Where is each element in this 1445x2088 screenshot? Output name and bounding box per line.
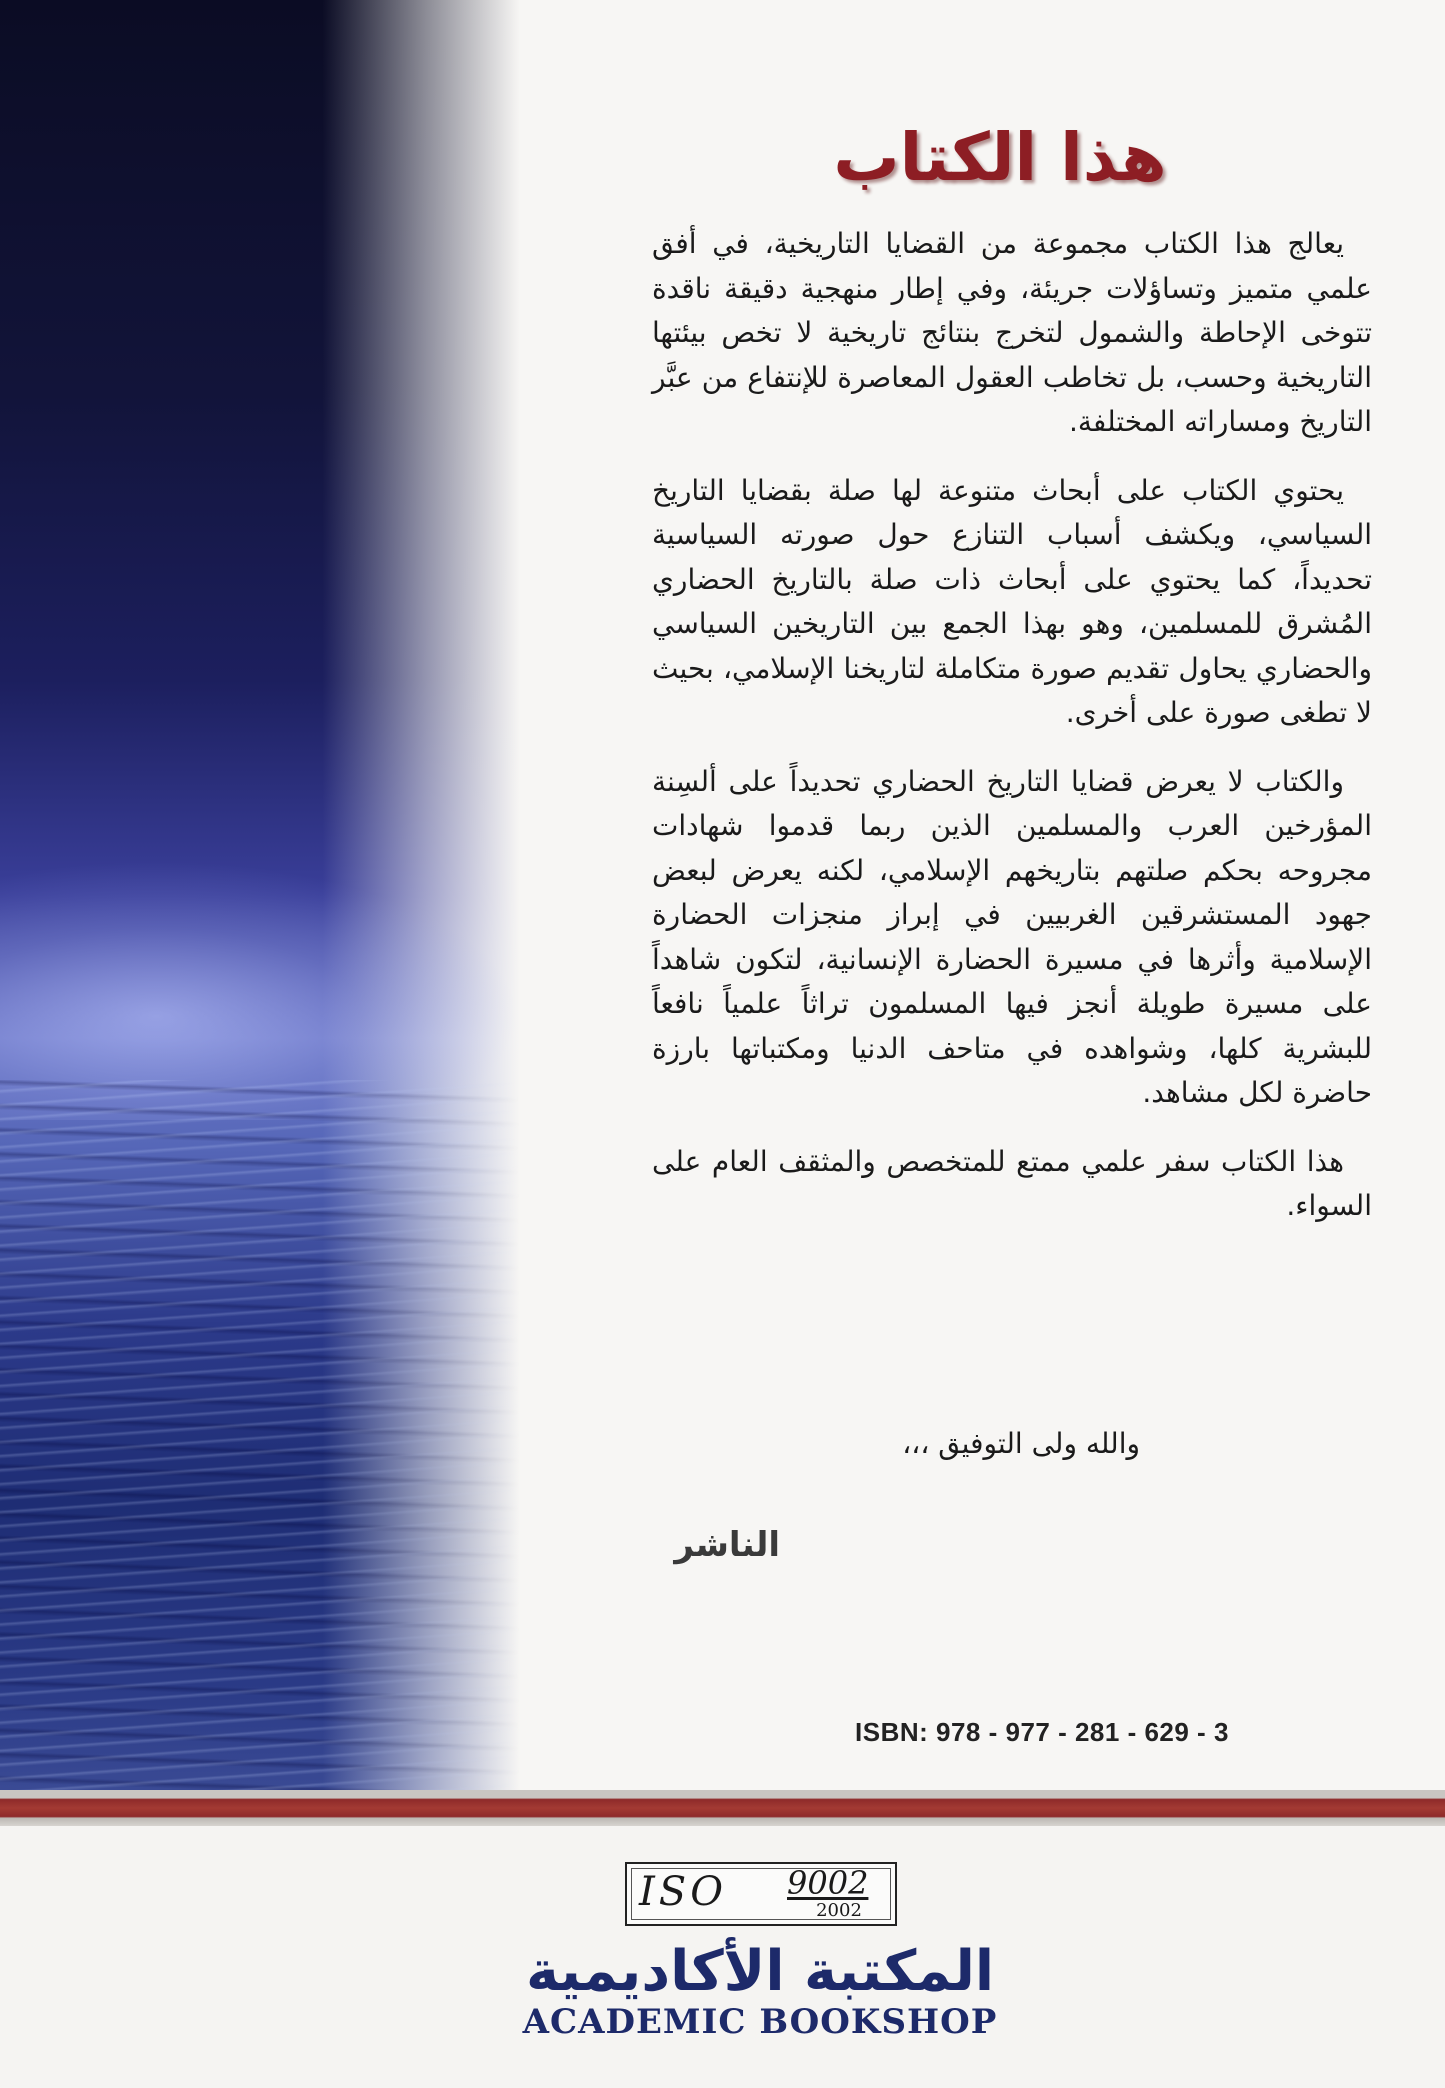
cover-title: هذا الكتاب: [833, 119, 1167, 196]
iso-number: 9002: [787, 1864, 869, 1902]
blurb-paragraph-1: يعالج هذا الكتاب مجموعة من القضايا التاريخية، في أفق علمي متميز وتساؤلات جريئة، وفي إطار منهجية دقيقة ناقدة تتوخى الإحاطة والشمول لتخرج بنتائج تاريخية لا تخص بيئتها التاريخية وحسب، بل تخاطب العقول المعاصرة للإنتفاع من عبَّر التاريخ ومساراته المختلفة.: [652, 227, 1372, 438]
iso-certification-badge: [625, 1862, 897, 1926]
blurb-paragraph-2: يحتوي الكتاب على أبحاث متنوعة لها صلة بقضايا التاريخ السياسي، ويكشف أسباب التنازع حول صورته السياسية تحديداً، كما يحتوي على أبحاث ذات صلة بالتاريخ الحضاري المُشرق للمسلمين، وهو بهذا الجمع بين التاريخين السياسي والحضاري يحاول تقديم صورة متكاملة لتاريخنا الإسلامي، بحيث لا تطغى صورة على أخرى.: [652, 473, 1372, 729]
blurb-paragraph-4: هذا الكتاب سفر علمي ممتع للمتخصص والمثقف العام على السواء.: [652, 1144, 1372, 1222]
sea-waves: [0, 1080, 520, 1790]
publisher-logo-english: ACADEMIC BOOKSHOP: [522, 2002, 998, 2042]
blurb-text: [652, 222, 1372, 1253]
divider-band: [0, 1790, 1445, 1826]
sea-photo: [0, 0, 520, 1790]
closing-line: والله ولى التوفيق ،،،: [902, 1427, 1140, 1460]
publisher-logo-arabic: المكتبة الأكاديمية: [525, 1939, 995, 2004]
iso-label: ISO: [639, 1869, 727, 1915]
blurb-paragraph-3: والكتاب لا يعرض قضايا التاريخ الحضاري تحديداً على ألسِنة المؤرخين العرب والمسلمين الذين ربما قدموا شهادات مجروحه بحكم صلتهم بتاريخهم الإسلامي، لكنه يعرض لبعض جهود المستشرقين الغربيين في إبراز منجزات الحضارة الإسلامية وأثرها في مسيرة الحضارة الإنسانية، لتكون شاهداً على مسيرة طويلة أنجز فيها المسلمون تراثاً علمياً نافعاً للبشرية كلها، وشواهده في متاحف الدنيا ومكتباتها بارزة حاضرة لكل مشاهد.: [652, 764, 1372, 1109]
isbn-number: ISBN: 978 - 977 - 281 - 629 - 3: [855, 1717, 1229, 1747]
publisher-label: الناشر: [674, 1525, 780, 1565]
iso-year: 2002: [816, 1900, 862, 1921]
